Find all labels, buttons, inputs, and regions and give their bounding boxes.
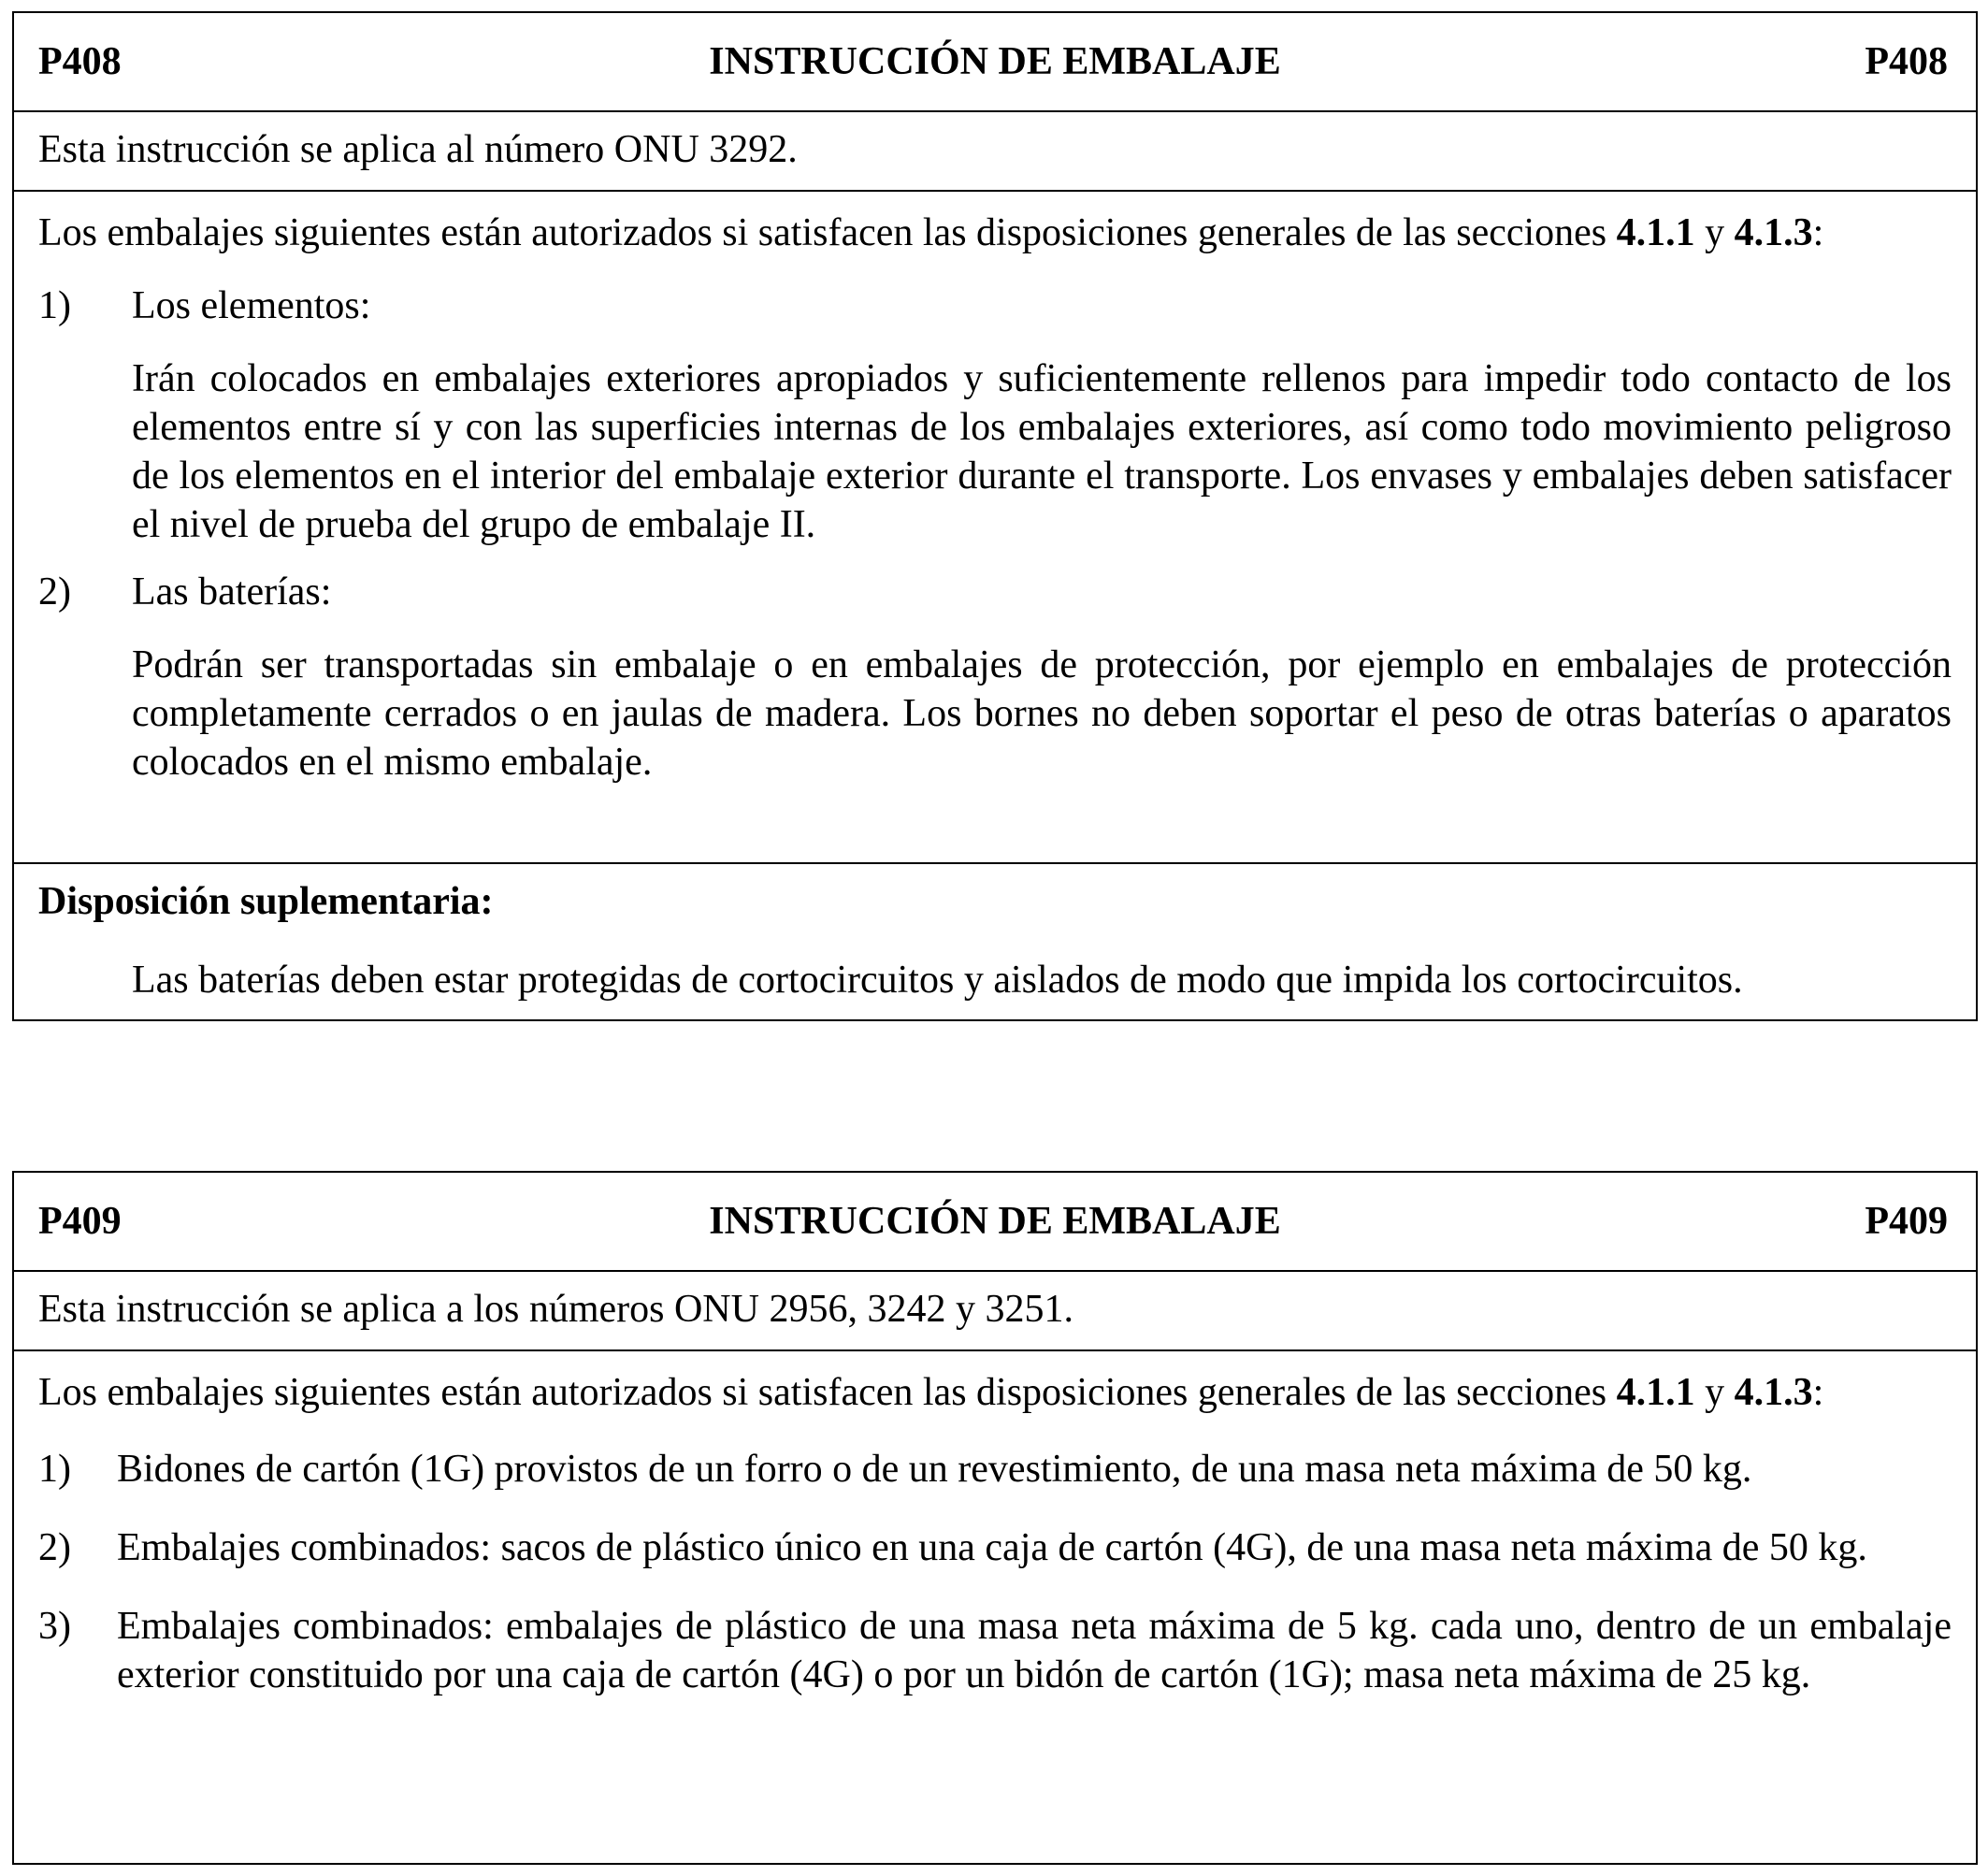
- p408-supplementary-label: Disposición suplementaria:: [38, 880, 494, 923]
- p408-header: [14, 13, 1976, 112]
- p408-item-1: [14, 281, 1976, 330]
- p408-intro-text: Los embalajes siguientes están autorizados si satisfacen las disposiciones generales de las secciones: [38, 211, 1617, 254]
- p409-applies-text: Esta instrucción se aplica a los números ONU 2956, 3242 y 3251.: [38, 1288, 1073, 1331]
- p408-item-2-body: Podrán ser transportadas sin embalaje o en embalajes de protección, por ejemplo en embalajes de protección completamente cerrados o en jaulas de madera. Los bornes no deben soportar el peso de otras baterías o aparatos colocados en el mismo embalaje.: [132, 643, 1952, 784]
- p409-header: [14, 1173, 1976, 1272]
- p408-instruction-box: [12, 11, 1978, 1021]
- p408-item-1-body: Irán colocados en embalajes exteriores apropiados y suficientemente rellenos para impedir todo contacto de los elementos entre sí y con las superficies internas de los embalajes exteriores, así como todo movimiento peligroso de los elementos en el interior del embalaje exterior durante el transporte. Los envases y embalajes deben satisfacer el nivel de prueba del grupo de embalaje II.: [132, 357, 1952, 546]
- p409-item-1-number: 1): [38, 1448, 71, 1491]
- p409-item-3-text: Embalajes combinados: embalajes de plástico de una masa neta máxima de 5 kg. cada uno, dentro de un embalaje exterior constituido por una caja de cartón (4G) o por un bidón de cartón (1G); masa neta máxima de 25 kg.: [117, 1605, 1952, 1696]
- p409-item-1: [14, 1445, 1976, 1494]
- p409-intro-ref-4-1-3: 4.1.3: [1734, 1371, 1813, 1414]
- p409-intro-colon: :: [1812, 1371, 1824, 1414]
- p408-intro: [14, 209, 1976, 257]
- p408-applies-text: Esta instrucción se aplica al número ONU 3292.: [38, 128, 798, 171]
- p408-intro-ref-4-1-3: 4.1.3: [1734, 211, 1813, 254]
- p408-intro-ref-4-1-1: 4.1.1: [1616, 211, 1695, 254]
- p409-intro: [14, 1368, 1976, 1417]
- p408-code-left: P408: [38, 40, 122, 83]
- p408-code-right: P408: [1865, 40, 1948, 83]
- p408-item-2-heading: Las baterías:: [132, 570, 332, 613]
- p409-instruction-box: [12, 1171, 1978, 1865]
- p408-applies-row: [14, 112, 1976, 192]
- p409-item-2: [14, 1523, 1976, 1572]
- p408-item-1-heading: Los elementos:: [132, 284, 371, 327]
- p409-item-2-text: Embalajes combinados: sacos de plástico único en una caja de cartón (4G), de una masa neta máxima de 50 kg.: [117, 1526, 1867, 1569]
- p408-item-2: [14, 568, 1976, 616]
- p408-intro-colon: :: [1812, 211, 1824, 254]
- p409-intro-ref-4-1-1: 4.1.1: [1616, 1371, 1695, 1414]
- p409-applies-row: [14, 1272, 1976, 1351]
- p409-code-left: P409: [38, 1200, 122, 1243]
- p408-title: INSTRUCCIÓN DE EMBALAJE: [709, 40, 1281, 83]
- p409-code-right: P409: [1865, 1200, 1948, 1243]
- p409-item-3-number: 3): [38, 1605, 71, 1648]
- p408-supplementary-text: Las baterías deben estar protegidas de cortocircuitos y aislados de modo que impida los cortocircuitos.: [132, 959, 1743, 1002]
- p408-packagings-section: [14, 192, 1976, 864]
- p409-title: INSTRUCCIÓN DE EMBALAJE: [709, 1200, 1281, 1243]
- p409-item-2-number: 2): [38, 1526, 71, 1569]
- p409-item-1-text: Bidones de cartón (1G) provistos de un forro o de un revestimiento, de una masa neta máxima de 50 kg.: [117, 1448, 1752, 1491]
- p408-intro-and: y: [1694, 211, 1735, 254]
- p409-item-3: [14, 1602, 1976, 1699]
- p409-packagings-section: [14, 1351, 1976, 1699]
- p409-intro-text: Los embalajes siguientes están autorizados si satisfacen las disposiciones generales de las secciones: [38, 1371, 1617, 1414]
- p408-item-1-number: 1): [38, 284, 71, 327]
- p408-item-2-number: 2): [38, 570, 71, 613]
- p409-intro-and: y: [1694, 1371, 1735, 1414]
- p408-supplementary-section: [14, 864, 1976, 1004]
